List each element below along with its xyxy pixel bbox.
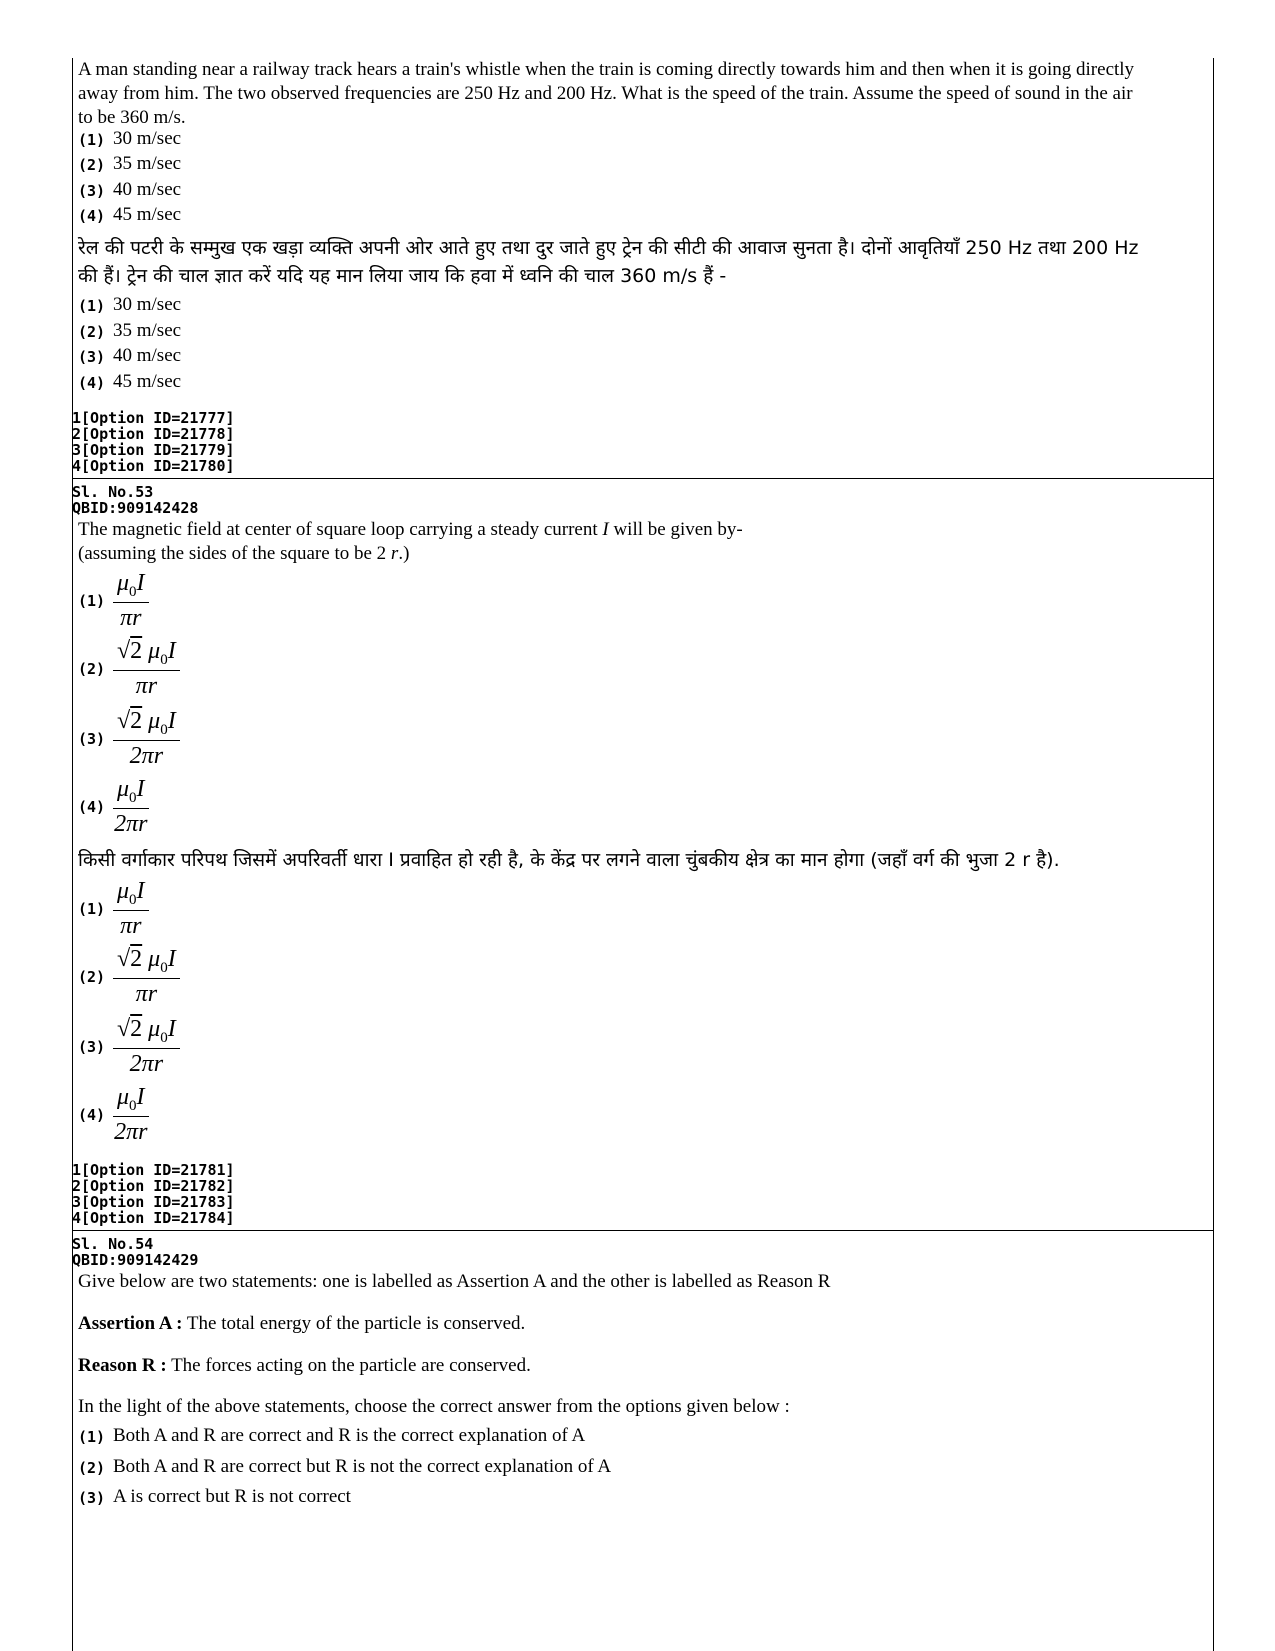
q54-header (72, 1236, 198, 1268)
q52-option-ids: 1[Option ID=21777] 2[Option ID=21778] 3[Option ID=21779] 4[Option ID=21780] (72, 409, 235, 475)
fraction: $\frac{√2 \mu_0I}{2\pi r}$ (113, 1016, 180, 1078)
question-53-text-hi: किसी वर्गाकार परिपथ जिसमें अपरिवर्ती धारा I प्रवाहित हो रही है, के केंद्र पर लगने वाला चुंबकीय क्षेत्र का मान होगा (जहाँ वर्ग की भुजा 2 r है). (78, 849, 1060, 871)
reason-label: Reason R : (78, 1355, 167, 1376)
question-52-text-en: A man standing near a railway track hears a train's whistle when the train is coming directly towards him and then when it is going directly away from him. The two observed frequencies are 250 Hz and 200 Hz. What is the speed of the train. Assume the speed of sound in the air to be 360 m/s. (78, 59, 1135, 128)
assertion-label: Assertion A : (78, 1313, 183, 1334)
qbid: QBID:909142429 (72, 1251, 199, 1269)
row-divider (72, 1230, 1214, 1231)
fraction: $\frac{\mu_0I}{2\pi r}$ (114, 776, 148, 837)
sl-no: Sl. No.54 (72, 1235, 154, 1253)
fraction: $\frac{√2 \mu_0I}{2\pi r}$ (113, 708, 180, 770)
row-divider (72, 478, 1214, 479)
fraction: $\frac{√2 \mu_0I}{\pi r}$ (113, 946, 180, 1008)
q53-option-ids: 1[Option ID=21781] 2[Option ID=21782] 3[Option ID=21783] 4[Option ID=21784] (72, 1161, 235, 1227)
assertion-statement: Assertion A : The total energy of the particle is conserved. (78, 1313, 526, 1334)
fraction: $\frac{\mu_0I}{\pi r}$ (113, 570, 149, 632)
question-54-prompt: In the light of the above statements, choose the correct answer from the options given below : (78, 1396, 790, 1417)
fraction: $\frac{\mu_0I}{2\pi r}$ (114, 1084, 148, 1145)
question-52-text-hi: रेल की पटरी के सम्मुख एक खड़ा व्यक्ति अपनी ओर आते हुए तथा दुर जाते हुए ट्रेन की सीटी की आवाज सुनता है। दोनों आवृतियाँ 250 Hz तथा 200 Hz की हैं। ट्रेन की चाल ज्ञात करें यदि यह मान लिया जाय कि हवा में ध्वनि की चाल 360 m/s हैं - (78, 237, 1139, 287)
fraction: $\frac{√2 \mu_0I}{\pi r}$ (113, 638, 180, 700)
q53-header (72, 484, 198, 516)
question-54-intro: Give below are two statements: one is labelled as Assertion A and the other is labelled as Reason R (78, 1271, 831, 1292)
fraction: $\frac{\mu_0I}{\pi r}$ (113, 878, 149, 940)
reason-statement: Reason R : The forces acting on the particle are conserved. (78, 1355, 531, 1376)
sl-no: Sl. No.53 (72, 483, 154, 501)
question-53-text-en: The magnetic field at center of square loop carrying a steady current I will be given by- (assuming the sides of the square to be 2 r.) (78, 519, 743, 564)
qbid: QBID:909142428 (72, 499, 199, 517)
